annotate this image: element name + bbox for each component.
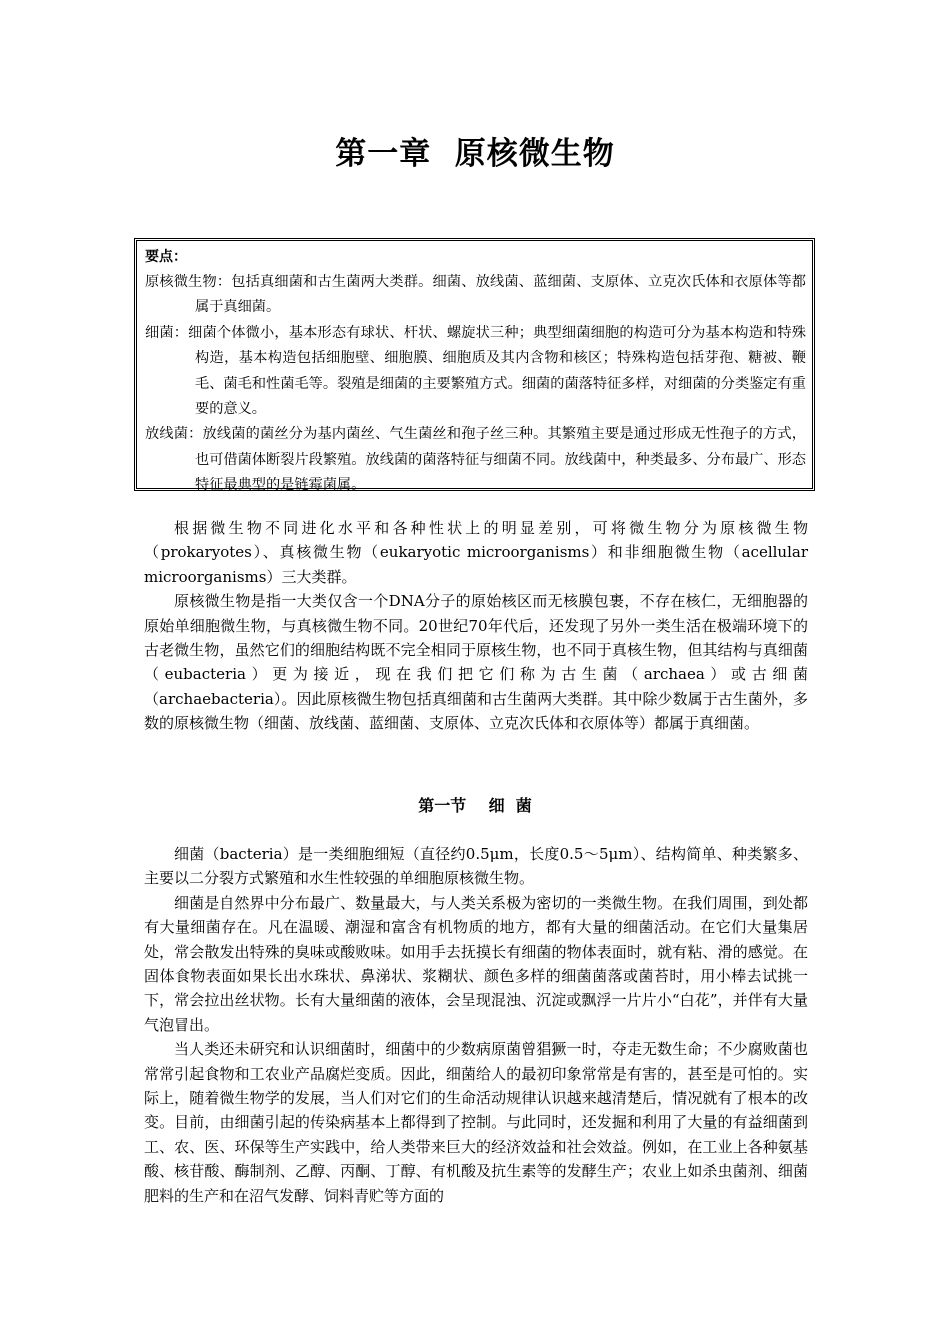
key-point-prokaryotes: 原核微生物：包括真细菌和古生菌两大类群。细菌、放线菌、蓝细菌、支原体、立克次氏体和衣原体等都属于真细菌。 (145, 274, 806, 316)
key-point-bacteria: 细菌：细菌个体微小，基本形态有球状、杆状、螺旋状三种；典型细菌细胞的构造可分为基本构造和特殊构造，基本构造包括细胞壁、细胞膜、细胞质及其内含物和核区；特殊构造包括芽孢、糖被、鞭毛、菌毛和性菌毛等。裂殖是细菌的主要繁殖方式。细菌的菌落特征多样，对细菌的分类鉴定有重要的意义。 (145, 324, 806, 418)
intro-text (144, 516, 808, 736)
chapter-title: 第一章 原核微生物 (335, 136, 615, 172)
section-title: 第一节 细 菌 (418, 796, 532, 815)
key-point-actinomycetes: 放线菌：放线菌的菌丝分为基内菌丝、气生菌丝和孢子丝三种。其繁殖主要是通过形成无性孢子的方式，也可借菌体断裂片段繁殖。放线菌的菌落特征与细菌不同。放线菌中，种类最多、分布最广、形态特征最典型的是链霉菌属。 (145, 426, 806, 494)
intro-paragraph: 根据微生物不同进化水平和各种性状上的明显差别，可将微生物分为原核微生物（prokaryotes）、真核微生物（eukaryotic microorganisms）和非细胞微生物（acellular microorganisms）三大类群。 (144, 519, 808, 586)
section-paragraph: 细菌是自然界中分布最广、数量最大，与人类关系极为密切的一类微生物。在我们周围，到处都有大量细菌存在。凡在温暖、潮湿和富含有机物质的地方，都有大量的细菌活动。在它们大量集居处，常会散发出特殊的臭味或酸败味。如用手去抚摸长有细菌的物体表面时，就有粘、滑的感觉。在固体食物表面如果长出水珠状、鼻涕状、浆糊状、颜色多样的细菌菌落或菌苔时，用小棒去试挑一下，常会拉出丝状物。长有大量细菌的液体，会呈现混浊、沉淀或飘浮一片片小“白花”，并伴有大量气泡冒出。 (144, 893, 808, 1034)
intro-paragraph: 原核微生物是指一大类仅含一个DNA分子的原始核区而无核膜包裹，不存在核仁，无细胞器的原始单细胞微生物，与真核微生物不同。20世纪70年代后，还发现了另外一类生活在极端环境下的古老微生物，虽然它们的细胞结构既不完全相同于原核生物，也不同于真核生物，但其结构与真细菌（eubacteria）更为接近，现在我们把它们称为古生菌（archaea）或古细菌（archaebacteria）。因此原核微生物包括真细菌和古生菌两大类群。其中除少数属于古生菌外，多数的原核微生物（细菌、放线菌、蓝细菌、支原体、立克次氏体和衣原体等）都属于真细菌。 (144, 592, 808, 733)
section-paragraph: 当人类还未研究和认识细菌时，细菌中的少数病原菌曾猖獗一时，夺走无数生命；不少腐败菌也常常引起食物和工农业产品腐烂变质。因此，细菌给人的最初印象常常是有害的，甚至是可怕的。实际上，随着微生物学的发展，当人们对它们的生命活动规律认识越来越清楚后，情况就有了根本的改变。目前，由细菌引起的传染病基本上都得到了控制。与此同时，还发掘和利用了大量的有益细菌到工、农、医、环保等生产实践中，给人类带来巨大的经济效益和社会效益。例如，在工业上各种氨基酸、核苷酸、酶制剂、乙醇、丙酮、丁醇、有机酸及抗生素等的发酵生产；农业上如杀虫菌剂、细菌肥料的生产和在沼气发酵、饲料青贮等方面的 (144, 1040, 808, 1205)
key-points-heading: 要点： (145, 249, 187, 265)
section-paragraph: 细菌（bacteria）是一类细胞细短（直径约0.5μm，长度0.5～5μm）、结构简单、种类繁多、主要以二分裂方式繁殖和水生性较强的单细胞原核微生物。 (144, 845, 808, 888)
key-points-box (134, 238, 815, 494)
section-text (144, 842, 808, 1208)
